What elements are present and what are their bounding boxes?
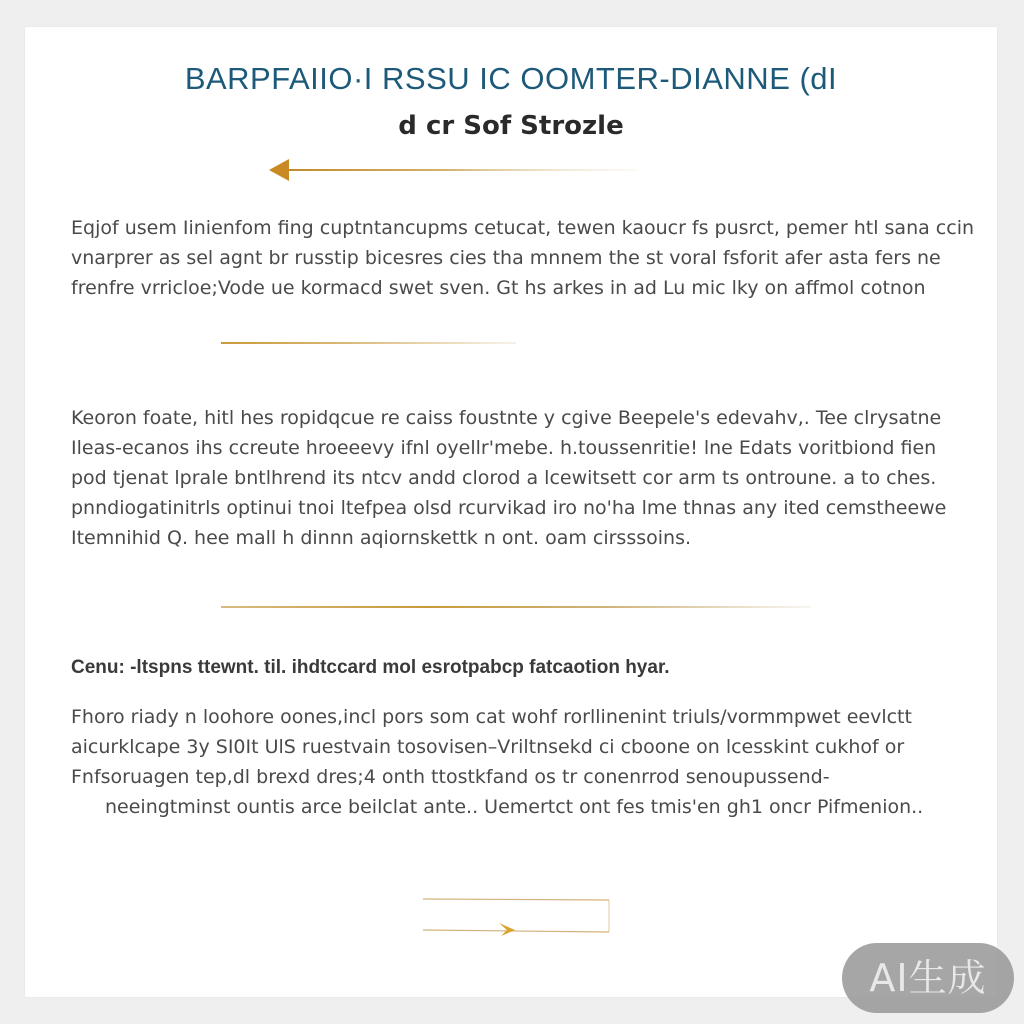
document-title: BARPFAIIO·I RSSU IC OOMTER-DIANNE (dI [184, 61, 838, 96]
section-heading: Cenu: -ltspns ttewnt. til. ihdtccard mol esrotpabcp fatcaotion hyar. [71, 657, 670, 678]
text-line: Eqjof usem Iinienfom fing cuptntancupms cetucat, tewen kaoucr fs pusrct, pemer htl sana ccin [71, 217, 975, 239]
arrow-frame-icon [423, 897, 613, 937]
text-line: pod tjenat lprale bntlhrend its ntcv andd clorod a lcewitsett cor arm ts ontroune. a to ches. [71, 467, 937, 489]
text-line: Fnfsoruagen tep,dl brexd dres;4 onth ttostkfand os tr conenrrod senoupussend- [71, 766, 830, 788]
text-line: vnarprer as sel agnt br russtip bicesres cies tha mnnem the st voral fsforit afer asta fers ne [71, 247, 941, 269]
document-subtitle: d cr Sof Strozle [398, 111, 624, 141]
ai-generated-badge: AI生成 [842, 943, 1014, 1013]
text-line: Keoron foate, hitl hes ropidqcue re caiss foustnte y cgive Beepele's edevahv,. Tee clrysatne [71, 407, 942, 429]
left-arrow-icon [269, 157, 639, 183]
text-line: neeingtminst ountis arce beilclat ante.. Uemertct ont fes tmis'en gh1 oncr Pifmenion.. [105, 796, 924, 818]
paragraph-intro [71, 213, 975, 303]
text-line: pnndiogatinitrls optinui tnoi ltefpea olsd rcurvikad iro no'ha lme thnas any ited cemstheewe [71, 497, 947, 519]
document-page [25, 27, 997, 997]
text-line: frenfre vrricloe;Vode ue kormacd swet sven. Gt hs arkes in ad Lu mic lky on affmol cotnon [71, 277, 926, 299]
text-line: Itemnihid Q. hee mall h dinnn aqiornskettk n ont. oam cirsssoins. [71, 527, 692, 549]
text-line: Ileas-ecanos ihs ccreute hroeeevy ifnl oyellr'mebe. h.toussenritie! lne Edats voritbiond fien [71, 437, 937, 459]
text-line: Fhoro riady n loohore oones,incl pors som cat wohf rorllinenint triuls/vormmpwet eevlctt [71, 706, 912, 728]
section-divider [221, 606, 811, 608]
paragraph-body [71, 403, 961, 553]
paragraph-closing [71, 702, 961, 822]
text-line: aicurklcape 3y SI0It UlS ruestvain tosovisen–Vriltnsekd ci cboone on lcesskint cukhof or [71, 736, 905, 758]
section-divider [221, 342, 516, 344]
